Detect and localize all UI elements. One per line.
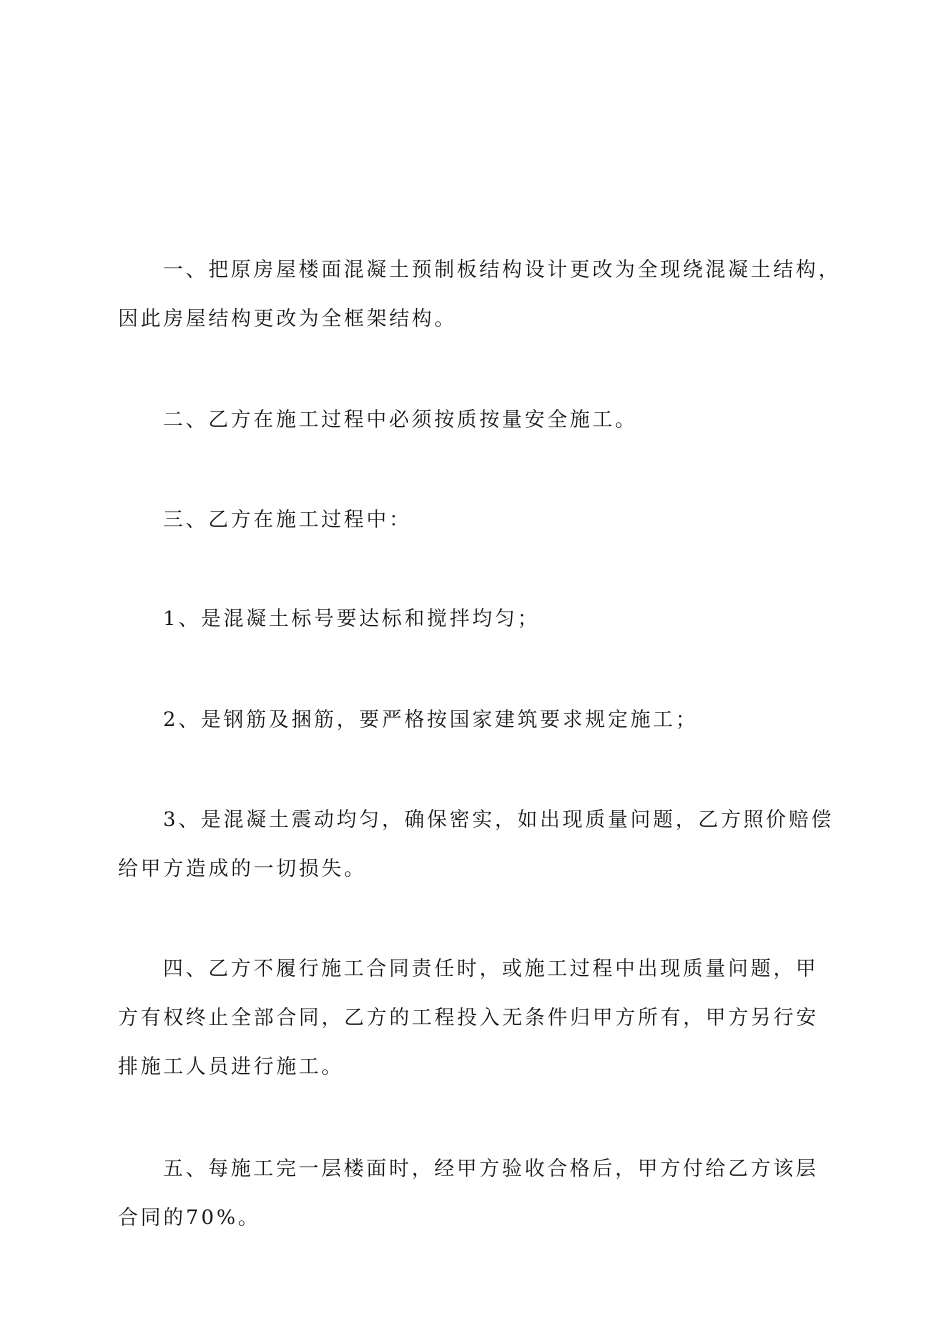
paragraph-line: 方有权终止全部合同，乙方的工程投入无条件归甲方所有，甲方另行安 xyxy=(118,1005,819,1029)
paragraph-item-3 xyxy=(118,795,834,893)
paragraph-line: 给甲方造成的一切损失。 xyxy=(118,856,367,880)
paragraph-line: 排施工人员进行施工。 xyxy=(118,1054,344,1078)
paragraph-clause-4 xyxy=(118,944,830,1091)
paragraph-line: 1、是混凝土标号要达标和搅拌均匀； xyxy=(163,606,540,630)
paragraph-item-1 xyxy=(118,594,830,643)
paragraph-line: 合同的70%。 xyxy=(118,1205,261,1229)
paragraph-clause-5 xyxy=(118,1144,830,1242)
paragraph-clause-1 xyxy=(118,245,841,343)
paragraph-line: 一、把原房屋楼面混凝土预制板结构设计更改为全现绕混凝土结构， xyxy=(163,257,841,281)
paragraph-line: 五、每施工完一层楼面时，经甲方验收合格后，甲方付给乙方该层 xyxy=(163,1156,819,1180)
paragraph-clause-3 xyxy=(118,495,830,544)
paragraph-line: 2、是钢筋及捆筋，要严格按国家建筑要求规定施工； xyxy=(163,707,699,731)
paragraph-line: 四、乙方不履行施工合同责任时，或施工过程中出现质量问题，甲 xyxy=(163,956,819,980)
paragraph-item-2 xyxy=(118,695,830,744)
paragraph-line: 三、乙方在施工过程中： xyxy=(163,507,412,531)
paragraph-line: 因此房屋结构更改为全框架结构。 xyxy=(118,306,457,330)
paragraph-line: 3、是混凝土震动均匀，确保密实，如出现质量问题，乙方照价赔偿 xyxy=(163,807,834,831)
paragraph-line: 二、乙方在施工过程中必须按质按量安全施工。 xyxy=(163,407,638,431)
paragraph-clause-2 xyxy=(118,395,830,444)
